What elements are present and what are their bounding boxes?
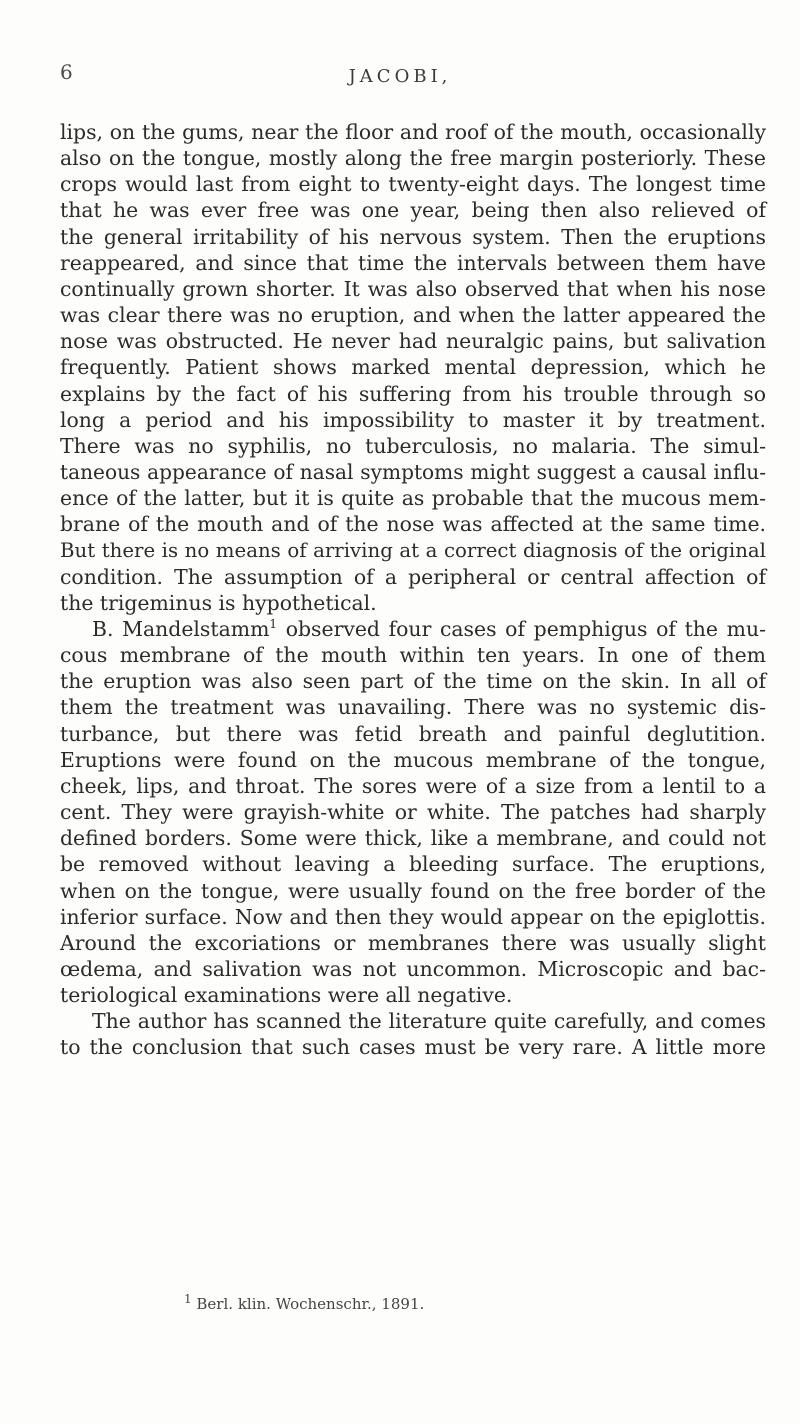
text-line: There was no syphilis, no tuberculosis, no malaria. The simul- [60,433,766,458]
paragraph-first-line [60,616,766,642]
text-line: cent. They were grayish-white or white. The patches had sharply [60,800,766,825]
text-line: œdema, and salivation was not uncommon. Microscopic and bac- [60,957,766,981]
text-line: explains by the fact of his suffering from his trouble through so [60,381,766,406]
text-line: teriological examinations were all negative. [60,983,513,1008]
text-line: the trigeminus is hypothetical. [60,590,377,615]
footnote-text: Berl. klin. Wochenschr., 1891. [191,1295,425,1313]
text-line: taneous appearance of nasal symptoms might suggest a causal influ- [60,460,766,485]
text-line: defined borders. Some were thick, like a membrane, and could not [60,826,766,851]
text-line: The author has scanned the literature quite carefully, and comes [92,1009,766,1034]
author-name: B. Mandelstamm [92,616,270,641]
text-line: that he was ever free was one year, being then also relieved of [60,198,766,223]
text-line: ence of the latter, but it is quite as probable that the mucous mem- [60,486,766,511]
text-line: inferior surface. Now and then they would appear on the epiglottis. [60,904,766,929]
text-line: be removed without leaving a bleeding surface. The eruptions, [60,852,766,877]
text-line: turbance, but there was fetid breath and painful deglutition. [60,721,766,746]
text-line: condition. The assumption of a peripheral or central affection of [60,564,766,589]
text-line: crops would last from eight to twenty-eight days. The longest time [60,172,766,197]
text-line: cous membrane of the mouth within ten years. In one of them [60,643,766,668]
text-fragment: observed four cases of pemphigus of the mu- [277,616,766,641]
text-line: brane of the mouth and of the nose was affected at the same time. [60,512,766,537]
text-line: Eruptions were found on the mucous membrane of the tongue, [60,747,766,772]
text-line: long a period and his impossibility to master it by treatment. [60,407,766,432]
text-line: also on the tongue, mostly along the free margin posteriorly. These [60,146,766,171]
text-line: cheek, lips, and throat. The sores were of a size from a lentil to a [60,773,766,798]
text-line: the eruption was also seen part of the time on the skin. In all of [60,669,766,694]
text-line: them the treatment was unavailing. There was no systemic dis- [60,695,766,720]
footnote-marker: 1 [269,617,278,632]
footnote-marker: 1 [184,1292,192,1306]
text-line: lips, on the gums, near the floor and roof of the mouth, occasionally [60,120,766,144]
text-line: to the conclusion that such cases must be very rare. A little more [60,1035,766,1060]
body-text [60,119,766,1061]
text-line: reappeared, and since that time the intervals between them have [60,250,766,275]
text-line: Around the excoriations or membranes there was usually slight [60,930,766,955]
text-line: But there is no means of arriving at a correct diagnosis of the original [60,538,766,562]
page-number: 6 [60,60,73,84]
text-line: frequently. Patient shows marked mental depression, which he [60,355,766,380]
text-line: when on the tongue, were usually found on the free border of the [60,878,766,903]
footnote [184,1292,425,1313]
text-line: the general irritability of his nervous system. Then the eruptions [60,224,766,249]
text-line: nose was obstructed. He never had neuralgic pains, but salivation [60,329,766,354]
text-line: continually grown shorter. It was also observed that when his nose [60,276,766,301]
text-line: was clear there was no eruption, and when the latter appeared the [60,303,766,328]
running-head: JACOBI, [348,66,452,87]
